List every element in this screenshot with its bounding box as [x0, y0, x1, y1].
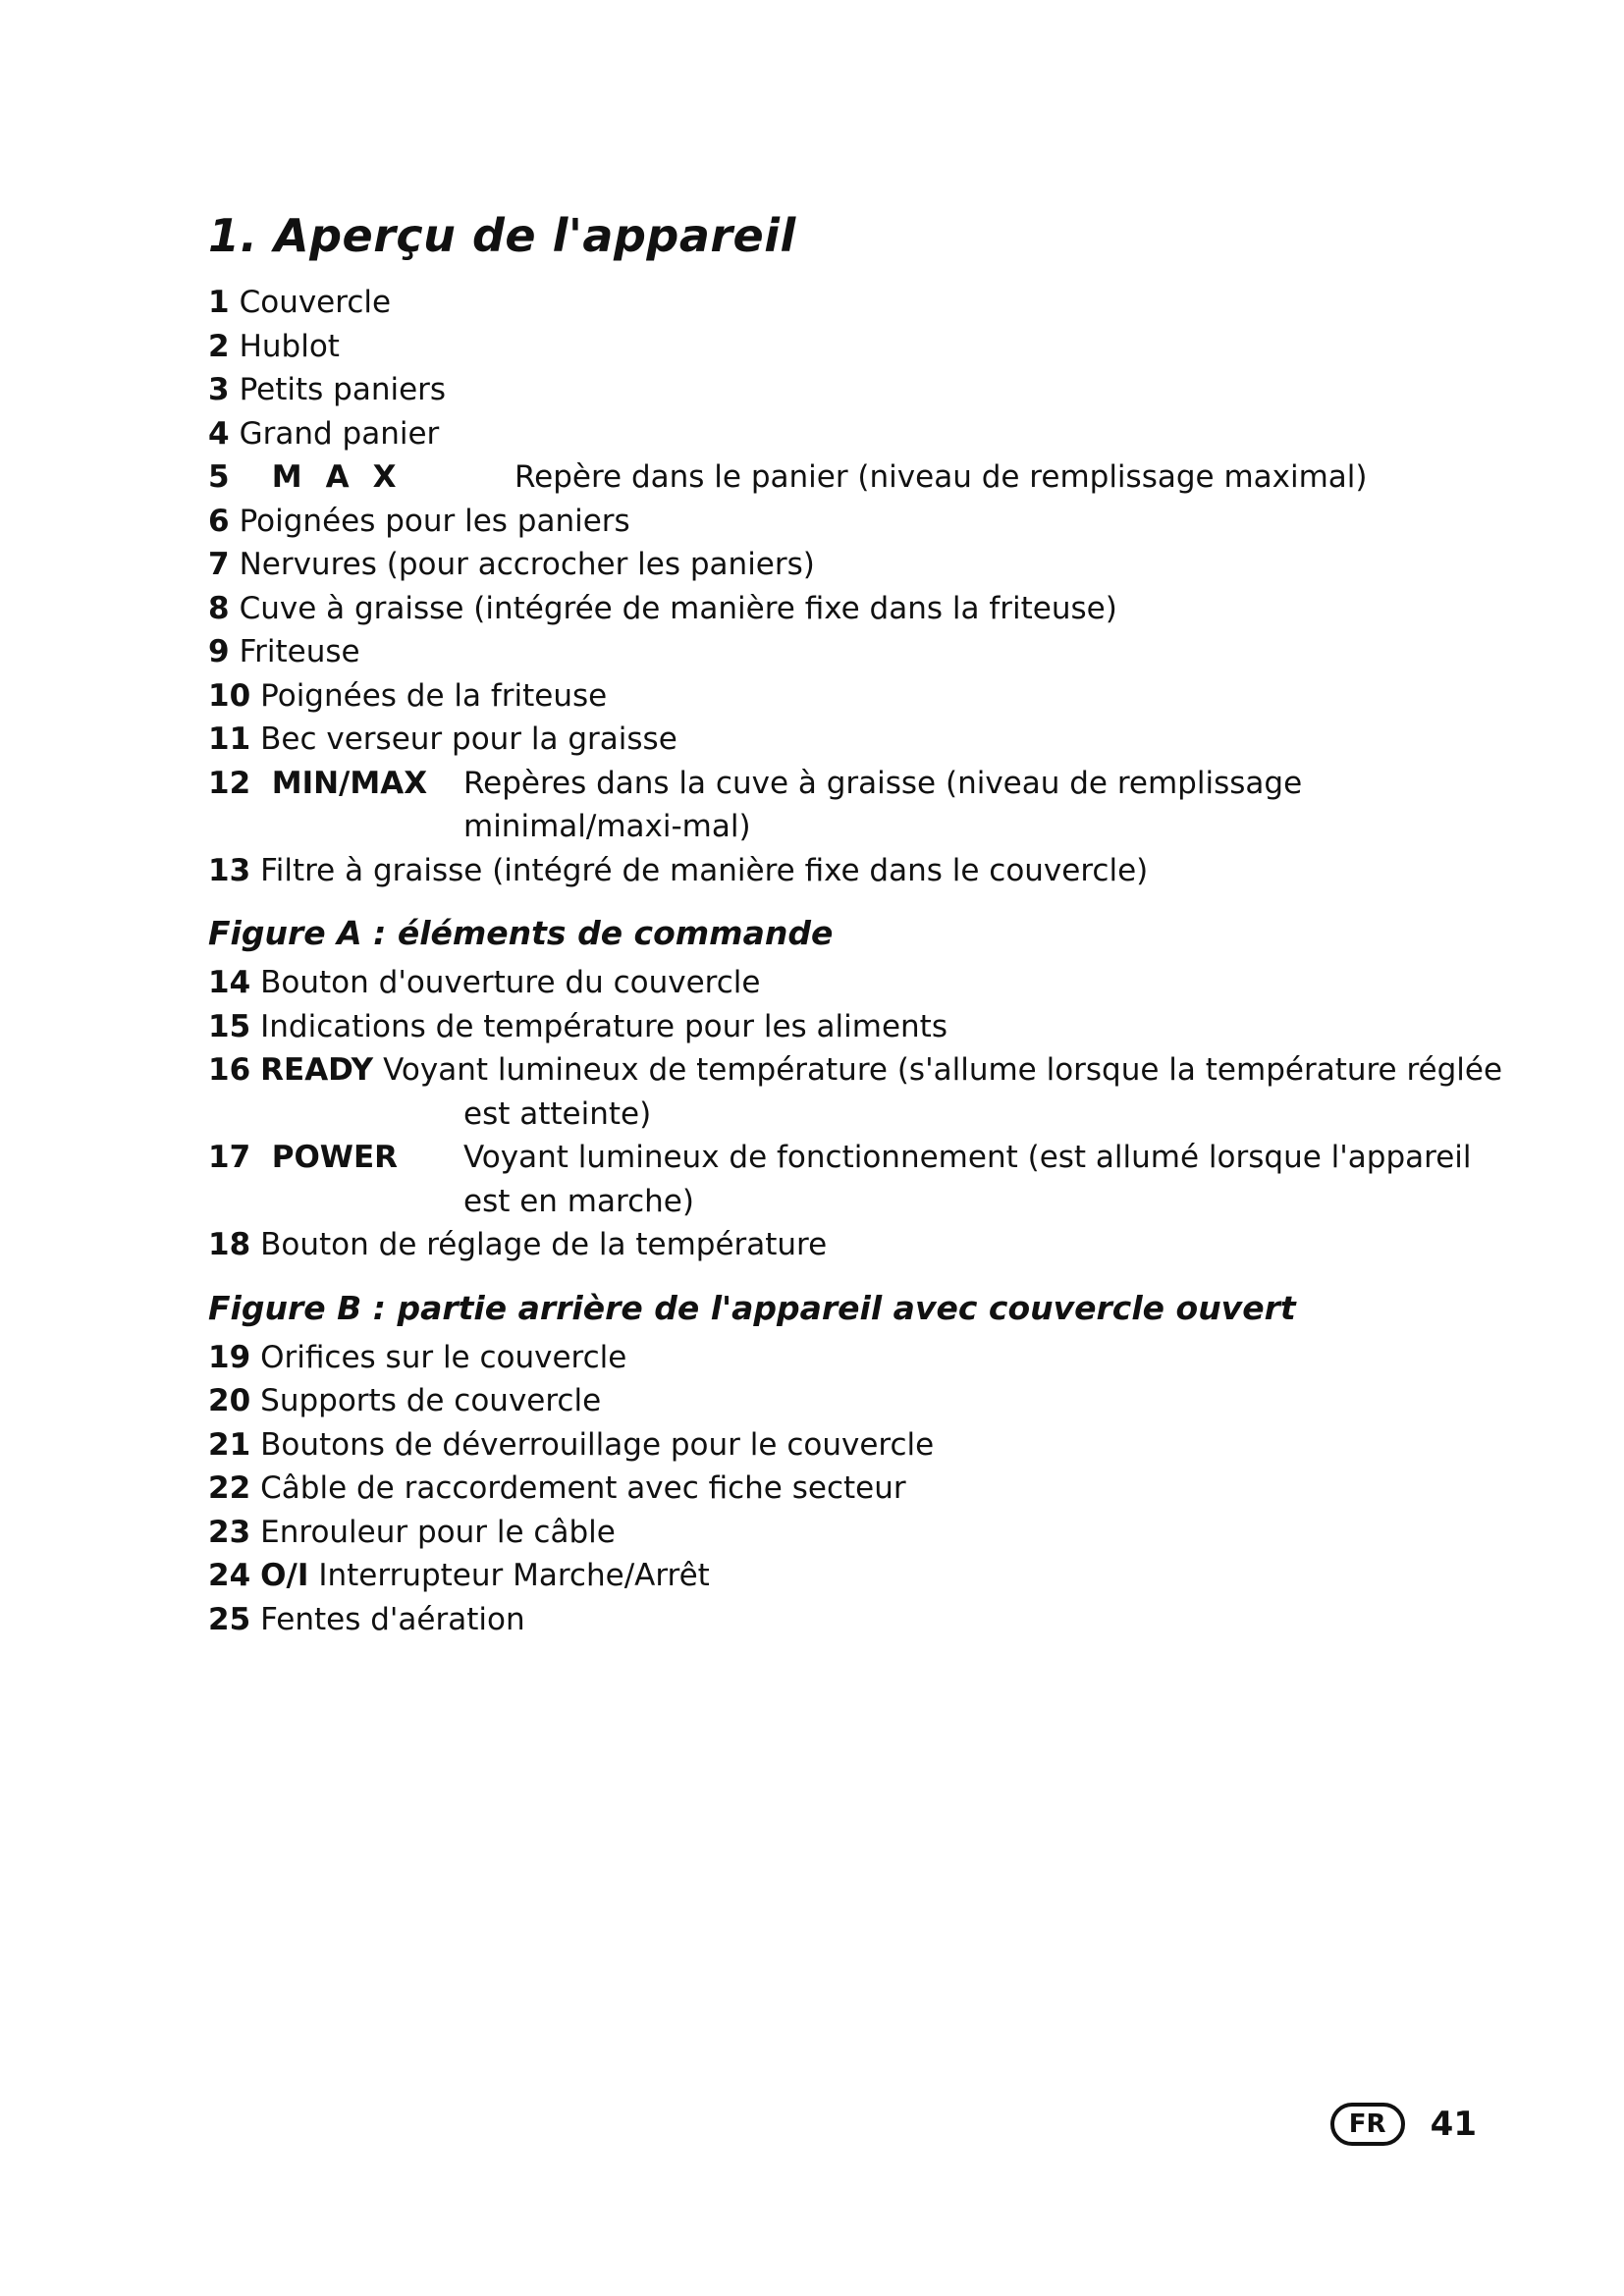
item-number: 20	[208, 1383, 251, 1418]
max-label: MAX	[271, 459, 420, 495]
item-number: 19	[208, 1339, 251, 1375]
item-text: Cuve à graisse (intégrée de manière fixe dans la friteuse)	[239, 590, 1117, 626]
item-text: Interrupteur Marche/Arrêt	[318, 1558, 710, 1593]
item-number: 10	[208, 677, 251, 714]
item-text: Nervures (pour accrocher les paniers)	[239, 547, 815, 582]
item-number: 17	[208, 1140, 251, 1175]
item-text: Petits paniers	[239, 372, 447, 407]
list-item	[208, 1511, 1485, 1555]
item-text: Couvercle	[239, 285, 392, 320]
list-item	[208, 762, 1485, 849]
item-text: Voyant lumineux de fonctionnement (est allumé lorsque l'appareil est en marche)	[463, 1140, 1472, 1219]
item-number: 9	[208, 634, 230, 669]
item-number: 8	[208, 590, 230, 626]
list-item	[208, 1223, 1485, 1267]
list-item	[208, 1048, 1503, 1136]
controls-list	[208, 961, 1503, 1267]
item-text: Hublot	[239, 328, 340, 364]
item-number: 11	[208, 721, 251, 757]
item-text: Voyant lumineux de température (s'allume lorsque la température réglée	[383, 1052, 1503, 1088]
list-item	[208, 718, 1485, 762]
list-item	[208, 455, 1485, 500]
power-label: POWER	[271, 1140, 399, 1175]
list-item	[208, 1554, 1485, 1598]
item-number: 3	[208, 372, 230, 407]
item-number: 25	[208, 1601, 251, 1637]
item-text: Indications de température pour les aliments	[260, 1008, 947, 1044]
list-item	[208, 368, 1485, 412]
item-text: Orifices sur le couvercle	[260, 1339, 627, 1375]
ready-label: READY	[260, 1052, 374, 1088]
item-number: 15	[208, 1008, 251, 1044]
page-title: 1. Aperçu de l'appareil	[208, 209, 796, 262]
component-list	[208, 281, 1485, 892]
list-item	[208, 412, 1485, 456]
list-item	[208, 281, 1485, 325]
item-number: 18	[208, 1227, 251, 1262]
content	[208, 206, 1503, 1641]
min-max-label: MIN/MAX	[271, 765, 428, 801]
list-item	[208, 500, 1485, 544]
item-number: 12	[208, 765, 251, 801]
item-text: Fentes d'aération	[260, 1601, 525, 1637]
list-item	[208, 674, 1485, 719]
item-text: Filtre à graisse (intégré de manière fixe dans le couvercle)	[260, 852, 1149, 888]
list-item	[208, 1423, 1485, 1468]
item-number: 6	[208, 503, 230, 539]
list-item	[208, 325, 1485, 369]
item-number: 4	[208, 415, 230, 452]
item-number: 7	[208, 547, 230, 582]
item-number: 21	[208, 1426, 251, 1463]
item-number: 23	[208, 1514, 251, 1550]
item-text: Grand panier	[239, 415, 440, 452]
page-number: 41	[1430, 2105, 1477, 2144]
item-text: Enrouleur pour le câble	[260, 1514, 616, 1550]
list-item	[208, 1336, 1485, 1380]
item-label	[208, 762, 463, 849]
list-item	[208, 1379, 1485, 1423]
list-item	[208, 849, 1485, 893]
page-footer	[1330, 2103, 1477, 2146]
list-item	[208, 1598, 1485, 1642]
section-heading-figure-b: Figure B : partie arrière de l'appareil avec couvercle ouvert	[208, 1288, 1296, 1327]
item-text: Câble de raccordement avec fiche secteur	[260, 1470, 906, 1506]
list-item	[208, 587, 1485, 631]
item-number: 16	[208, 1052, 251, 1088]
list-item	[208, 630, 1485, 674]
list-item	[208, 1005, 1485, 1049]
item-text: Repères dans la cuve à graisse (niveau de remplissage minimal/maxi-mal)	[463, 765, 1303, 844]
item-number: 13	[208, 852, 251, 888]
item-number: 5	[208, 459, 230, 495]
item-text: Bec verseur pour la graisse	[260, 721, 677, 757]
item-text-continuation: est atteinte)	[463, 1095, 652, 1132]
item-text: Repère dans le panier (niveau de remplissage maximal)	[514, 459, 1368, 495]
item-text: Boutons de déverrouillage pour le couvercle	[260, 1426, 935, 1463]
item-number: 22	[208, 1470, 251, 1506]
item-label	[208, 1136, 463, 1223]
item-number: 1	[208, 285, 230, 320]
item-text: Friteuse	[239, 634, 360, 669]
rear-parts-list	[208, 1336, 1485, 1642]
section-heading-figure-a: Figure A : éléments de commande	[208, 914, 834, 952]
item-number: 14	[208, 965, 251, 1000]
item-text: Bouton d'ouverture du couvercle	[260, 965, 761, 1000]
item-text: Supports de couvercle	[260, 1383, 602, 1418]
item-text: Bouton de réglage de la température	[260, 1227, 828, 1262]
list-item	[208, 543, 1485, 587]
language-badge: FR	[1330, 2103, 1405, 2146]
on-off-label: O/I	[260, 1558, 309, 1593]
item-text: Poignées de la friteuse	[260, 677, 608, 714]
item-text: Poignées pour les paniers	[239, 503, 630, 539]
list-item	[208, 961, 1485, 1005]
item-number: 2	[208, 328, 230, 364]
item-number: 24	[208, 1558, 251, 1593]
item-label	[208, 455, 514, 500]
list-item	[208, 1467, 1485, 1511]
list-item	[208, 1136, 1485, 1223]
